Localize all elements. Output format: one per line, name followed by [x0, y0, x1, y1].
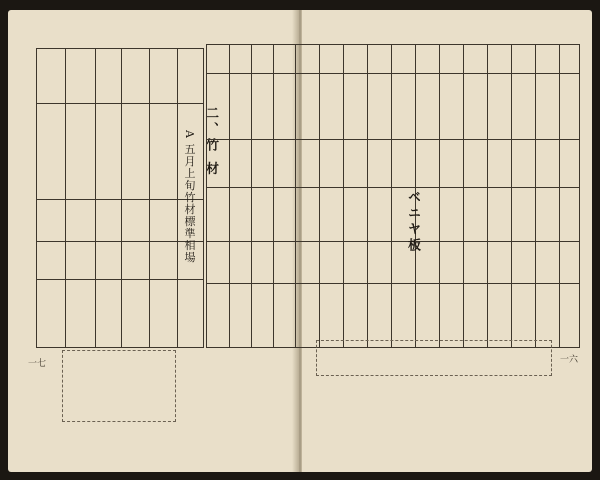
table-subtitle: A 五月上旬竹材標準相場	[183, 130, 196, 264]
page-number: 一七	[28, 359, 47, 369]
section-title: 二、竹 材	[203, 106, 218, 178]
page-number: 一六	[560, 355, 579, 365]
veneer-heading: ベニヤ板	[405, 190, 420, 254]
source-note-box	[316, 340, 552, 376]
remarks-box	[62, 350, 176, 422]
bamboo-price-table	[36, 48, 204, 348]
lumber-price-table	[203, 44, 580, 348]
right-page	[302, 10, 592, 472]
